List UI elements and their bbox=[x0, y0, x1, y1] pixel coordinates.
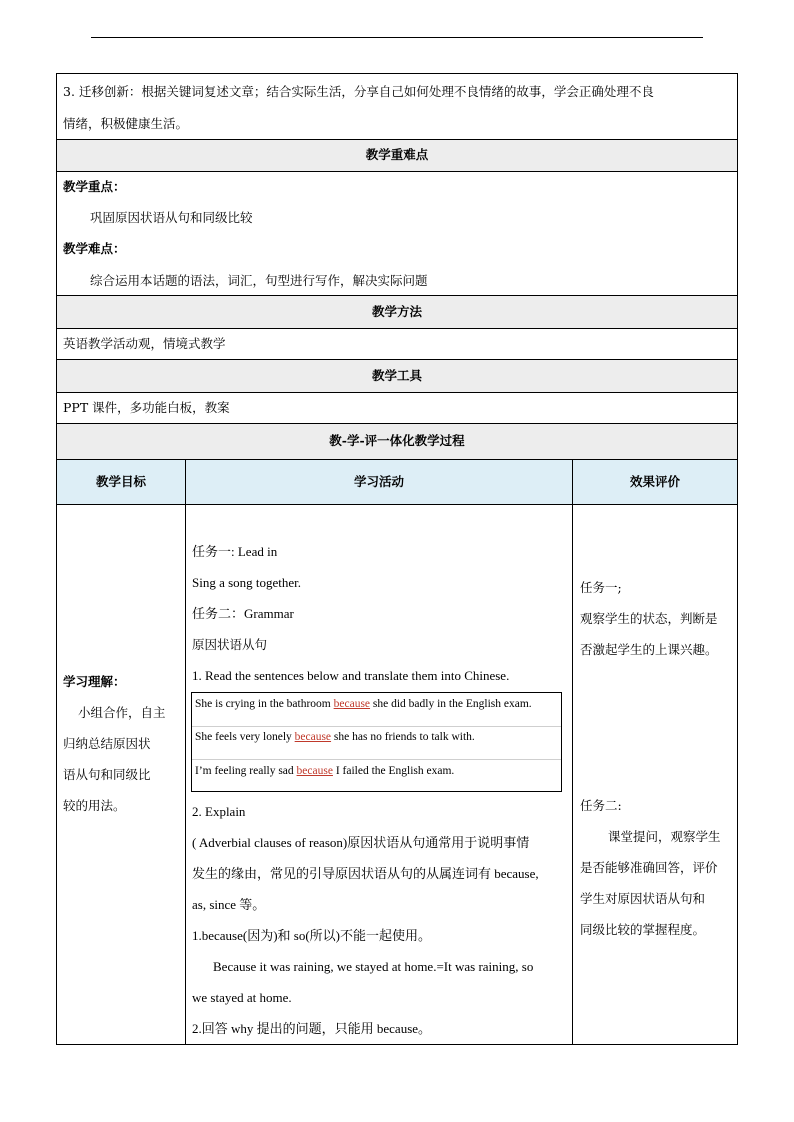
eval-task2-line: 学生对原因状语从句和 bbox=[580, 891, 706, 906]
method-header: 教学方法 bbox=[371, 304, 422, 319]
row-divider bbox=[192, 759, 561, 760]
example-sentence: She feels very lonely because she has no friends to talk with. bbox=[195, 731, 475, 743]
eval-task2-label: 任务二: bbox=[580, 798, 622, 813]
difficult-point-label: 教学难点： bbox=[63, 241, 126, 256]
header-rule bbox=[91, 37, 703, 38]
method-text: 英语教学活动观，情境式教学 bbox=[63, 336, 226, 351]
key-point-text: 巩固原因状语从句和同级比较 bbox=[90, 210, 253, 225]
row-divider bbox=[192, 726, 561, 727]
example-line: we stayed at home. bbox=[192, 990, 292, 1005]
explain-line: 发生的缘由，常见的引导原因状语从句的从属连词有 because, bbox=[192, 866, 539, 881]
task1-title: 任务一: Lead in bbox=[192, 544, 278, 559]
example-sentences-box bbox=[191, 692, 562, 792]
goal-label: 学习理解： bbox=[63, 674, 126, 689]
keyword-because: because bbox=[333, 698, 371, 710]
column-divider bbox=[185, 460, 186, 1044]
eval-task2-line: 同级比较的掌握程度。 bbox=[580, 922, 706, 937]
key-difficult-header: 教学重难点 bbox=[365, 147, 429, 162]
column-divider bbox=[572, 460, 573, 1044]
rule bbox=[57, 459, 737, 460]
tools-text: PPT 课件，多功能白板，教案 bbox=[63, 400, 230, 415]
rule bbox=[57, 423, 737, 424]
step2-title: 2. Explain bbox=[192, 804, 246, 819]
objective-line-1: 3. 迁移创新：根据关键词复述文章；结合实际生活，分享自己如何处理不良情绪的故事，学会正确处理不良 bbox=[63, 84, 654, 99]
rule bbox=[57, 295, 737, 296]
rule bbox=[57, 359, 737, 360]
key-point-label: 教学重点： bbox=[63, 179, 126, 194]
rule-2: 2.回答 why 提出的问题，只能用 because。 bbox=[192, 1021, 432, 1036]
goal-line: 归纳总结原因状 bbox=[63, 736, 151, 751]
eval-task2-line: 课堂提问，观察学生 bbox=[608, 829, 721, 844]
step1-instruction: 1. Read the sentences below and translate them into Chinese. bbox=[192, 668, 510, 683]
rule bbox=[57, 139, 737, 140]
goal-line: 语从句和同级比 bbox=[63, 767, 151, 782]
eval-task1-line: 否激起学生的上课兴趣。 bbox=[580, 642, 718, 657]
task2-title: 任务二：Grammar bbox=[192, 606, 294, 621]
keyword-because: because bbox=[294, 731, 332, 743]
keyword-because: because bbox=[296, 765, 333, 777]
eval-task2-line: 是否能够准确回答，评价 bbox=[580, 860, 718, 875]
process-header: 教-学-评一体化教学过程 bbox=[329, 433, 465, 448]
col-header-eval: 效果评价 bbox=[629, 474, 680, 489]
rule-1: 1.because(因为)和 so(所以)不能一起使用。 bbox=[192, 928, 432, 943]
example-line: Because it was raining, we stayed at home.=It was raining, so bbox=[213, 959, 534, 974]
explain-line: ( Adverbial clauses of reason)原因状语从句通常用于说明事情 bbox=[192, 835, 530, 850]
goal-line: 较的用法。 bbox=[63, 798, 126, 813]
example-sentence: I’m feeling really sad because I failed the English exam. bbox=[195, 765, 455, 777]
difficult-point-text: 综合运用本话题的语法，词汇，句型进行写作，解决实际问题 bbox=[90, 273, 428, 288]
tools-header: 教学工具 bbox=[371, 368, 422, 383]
task1-subtitle: Sing a song together. bbox=[192, 575, 302, 590]
objective-line-2: 情绪，积极健康生活。 bbox=[63, 116, 189, 131]
rule bbox=[57, 171, 737, 172]
explain-line: as, since 等。 bbox=[192, 897, 266, 912]
eval-task1-label: 任务一; bbox=[580, 580, 622, 595]
rule bbox=[57, 504, 737, 505]
example-sentence: She is crying in the bathroom because she did badly in the English exam. bbox=[195, 698, 532, 710]
task2-subtitle: 原因状语从句 bbox=[192, 637, 268, 652]
rule bbox=[57, 392, 737, 393]
col-header-activity: 学习活动 bbox=[353, 474, 404, 489]
rule bbox=[57, 328, 737, 329]
eval-task1-line: 观察学生的状态，判断是 bbox=[580, 611, 718, 626]
col-header-goal: 教学目标 bbox=[95, 474, 146, 489]
goal-line: 小组合作，自主 bbox=[78, 705, 166, 720]
